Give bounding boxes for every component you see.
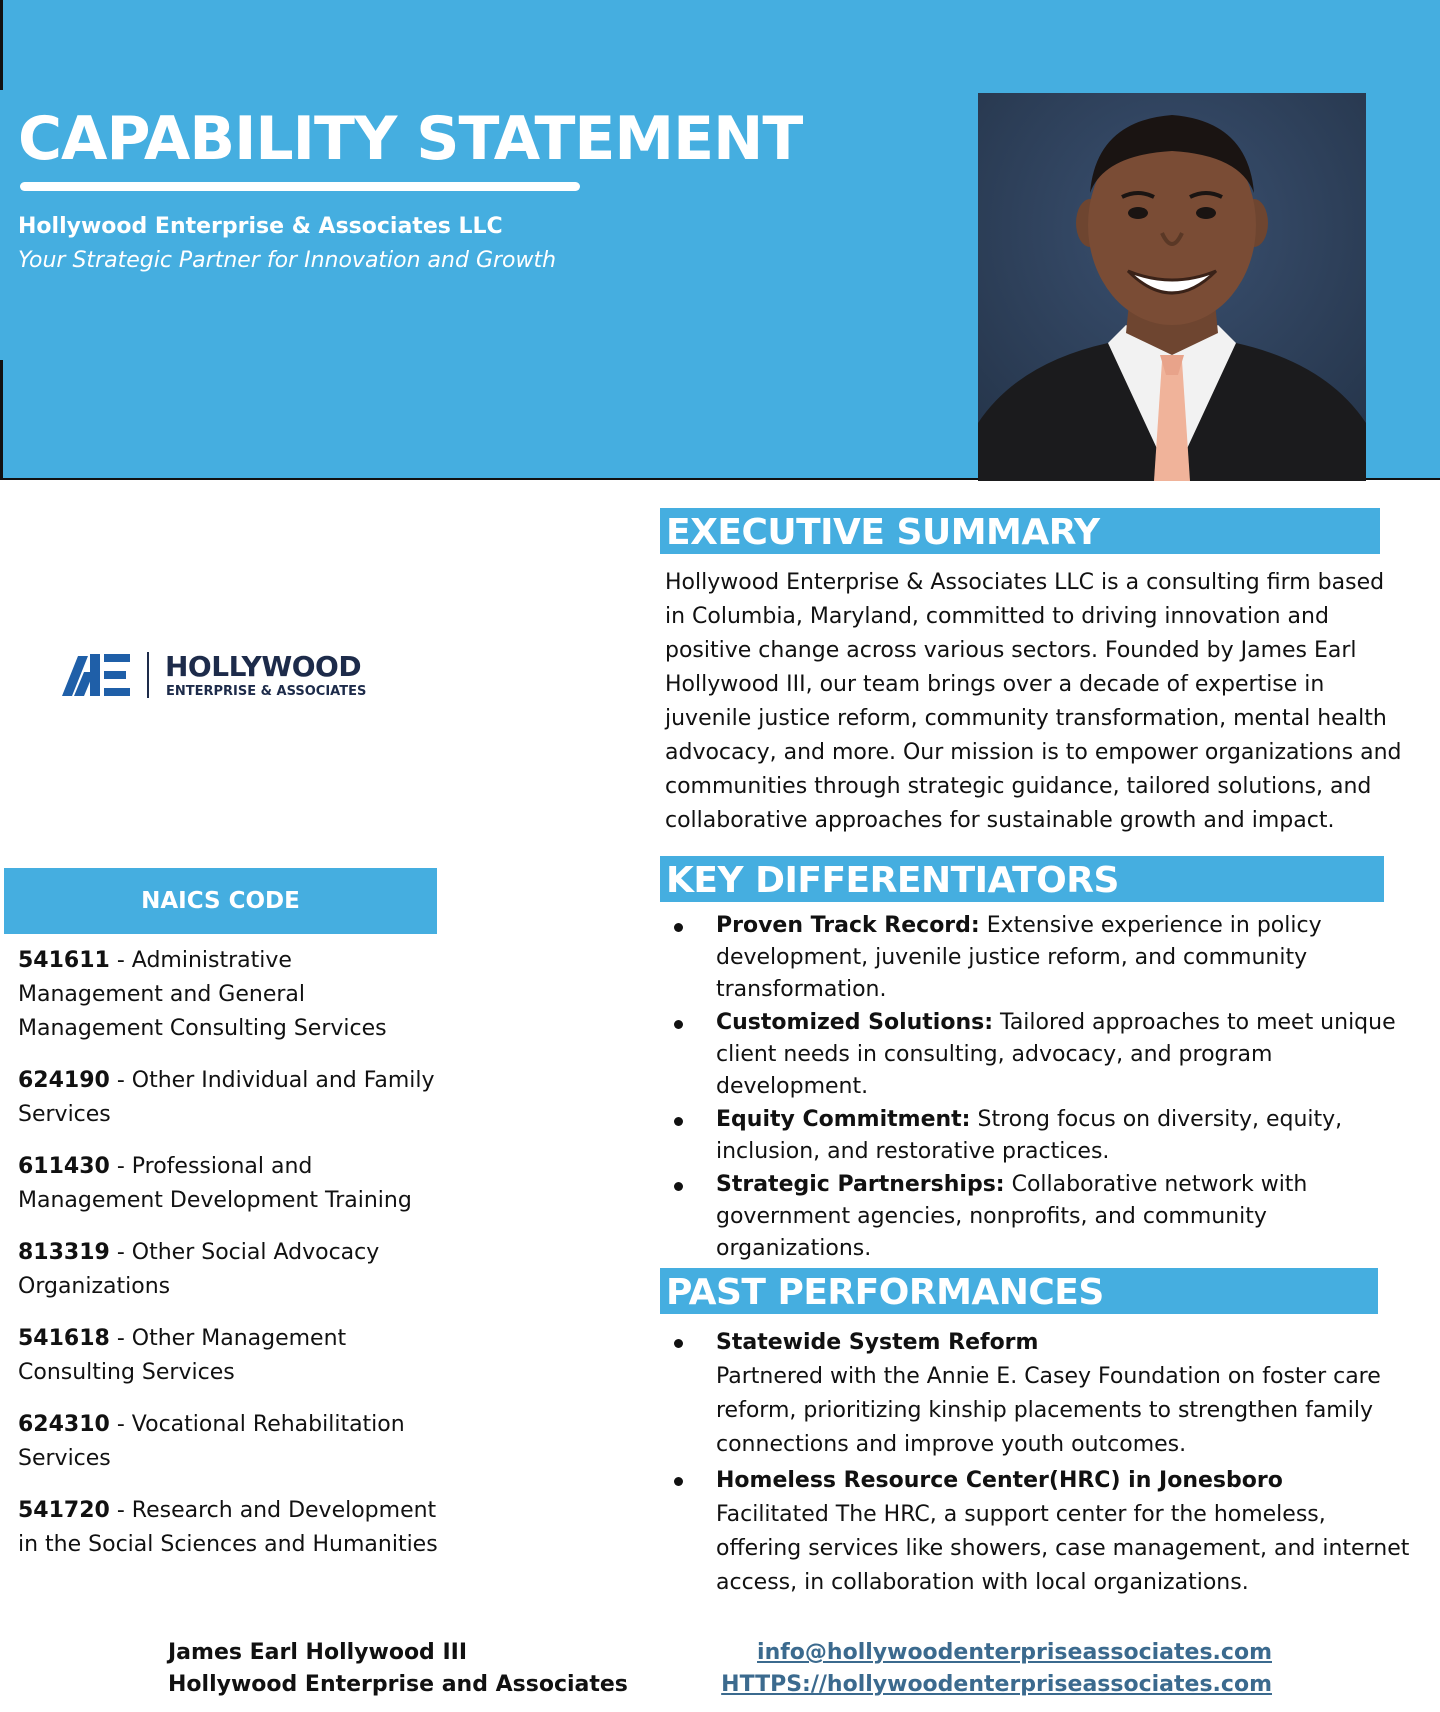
naics-item <box>18 1494 438 1562</box>
list-item <box>670 910 1410 1006</box>
naics-list <box>18 944 438 1580</box>
naics-description: - Vocational Rehabilitation Services <box>18 1412 405 1471</box>
bullet-icon <box>674 1339 683 1348</box>
naics-description: - Other Individual and Family Services <box>18 1068 435 1127</box>
naics-description: - Administrative Management and General Management Consulting Services <box>18 948 387 1041</box>
naics-code: 541611 <box>18 948 110 973</box>
logo-mark-icon <box>60 650 132 698</box>
differentiator-label: Strategic Partnerships: <box>716 1172 1005 1197</box>
executive-summary-text: Hollywood Enterprise & Associates LLC is a consulting firm based in Columbia, Maryland, committed to driving innovation and positive change across various sectors. Founded by James Earl Hollywood III, our team brings over a decade of expertise in juvenile justice reform, community transformation, mental health advocacy, and more. Our mission is to empower organizations and communities through strategic guidance, tailored solutions, and collaborative approaches for sustainable growth and impact. <box>665 570 1402 833</box>
naics-header: NAICS CODE <box>4 868 437 934</box>
list-item <box>670 1326 1410 1462</box>
performance-title: Homeless Resource Center(HRC) in Jonesboro <box>716 1468 1283 1493</box>
list-item <box>670 1169 1410 1265</box>
executive-summary-heading: EXECUTIVE SUMMARY <box>660 508 1380 554</box>
naics-item <box>18 1064 438 1132</box>
naics-code: 624310 <box>18 1412 110 1437</box>
naics-item <box>18 944 438 1046</box>
naics-code: 611430 <box>18 1154 110 1179</box>
differentiator-text: Tailored approaches to meet unique client needs in consulting, advocacy, and program development. <box>716 1010 1396 1099</box>
company-name: Hollywood Enterprise & Associates LLC <box>18 214 503 239</box>
bullet-icon <box>674 923 683 932</box>
differentiators-list <box>670 910 1410 1266</box>
edge-mark <box>0 360 3 478</box>
naics-item <box>18 1408 438 1476</box>
bullet-icon <box>674 1477 683 1486</box>
naics-description: - Other Management Consulting Services <box>18 1326 347 1385</box>
differentiator-text: Strong focus on diversity, equity, inclusion, and restorative practices. <box>716 1107 1343 1164</box>
past-performances-list <box>670 1326 1410 1602</box>
naics-item <box>18 1322 438 1390</box>
differentiator-label: Customized Solutions: <box>716 1010 994 1035</box>
company-logo <box>60 650 380 702</box>
key-differentiators-heading: KEY DIFFERENTIATORS <box>660 856 1384 902</box>
naics-code: 541618 <box>18 1326 110 1351</box>
performance-text: Partnered with the Annie E. Casey Foundation on foster care reform, prioritizing kinship placements to strengthen family connections and improve youth outcomes. <box>716 1364 1381 1457</box>
naics-description: - Research and Development in the Social Sciences and Humanities <box>18 1498 438 1557</box>
bullet-icon <box>674 1182 683 1191</box>
website-link[interactable]: HTTPS://hollywoodenterpriseassociates.com <box>721 1672 1272 1697</box>
logo-brand-name: HOLLYWOOD <box>165 650 362 683</box>
bullet-icon <box>674 1117 683 1126</box>
list-item <box>670 1104 1410 1168</box>
tagline: Your Strategic Partner for Innovation and Growth <box>18 248 557 273</box>
differentiator-label: Proven Track Record: <box>716 913 980 938</box>
portrait-illustration <box>978 93 1366 481</box>
performance-title: Statewide System Reform <box>716 1330 1039 1355</box>
document-title: CAPABILITY STATEMENT <box>18 104 803 174</box>
naics-code: 541720 <box>18 1498 110 1523</box>
portrait-photo <box>978 93 1366 481</box>
differentiator-text: Collaborative network with government agencies, nonprofits, and community organizations. <box>716 1172 1308 1261</box>
naics-description: - Other Social Advocacy Organizations <box>18 1240 380 1299</box>
bullet-icon <box>674 1020 683 1029</box>
differentiator-text: Extensive experience in policy development, juvenile justice reform, and community transformation. <box>716 913 1322 1002</box>
email-link[interactable]: info@hollywoodenterpriseassociates.com <box>757 1640 1272 1665</box>
naics-code: 624190 <box>18 1068 110 1093</box>
differentiator-label: Equity Commitment: <box>716 1107 971 1132</box>
footer-company-name: Hollywood Enterprise and Associates <box>168 1672 628 1697</box>
naics-code: 813319 <box>18 1240 110 1265</box>
naics-item <box>18 1236 438 1304</box>
edge-mark <box>0 0 3 90</box>
logo-brand-subtitle: ENTERPRISE & ASSOCIATES <box>166 684 367 699</box>
list-item <box>670 1007 1410 1103</box>
performance-text: Facilitated The HRC, a support center for the homeless, offering services like showers, case management, and internet access, in collaboration with local organizations. <box>716 1502 1410 1595</box>
list-item <box>670 1464 1410 1600</box>
past-performances-heading: PAST PERFORMANCES <box>660 1268 1378 1314</box>
footer-contact-name: James Earl Hollywood III <box>168 1640 468 1665</box>
naics-description: - Professional and Management Development Training <box>18 1154 412 1213</box>
naics-item <box>18 1150 438 1218</box>
title-underline <box>20 182 580 191</box>
logo-divider <box>147 652 149 698</box>
